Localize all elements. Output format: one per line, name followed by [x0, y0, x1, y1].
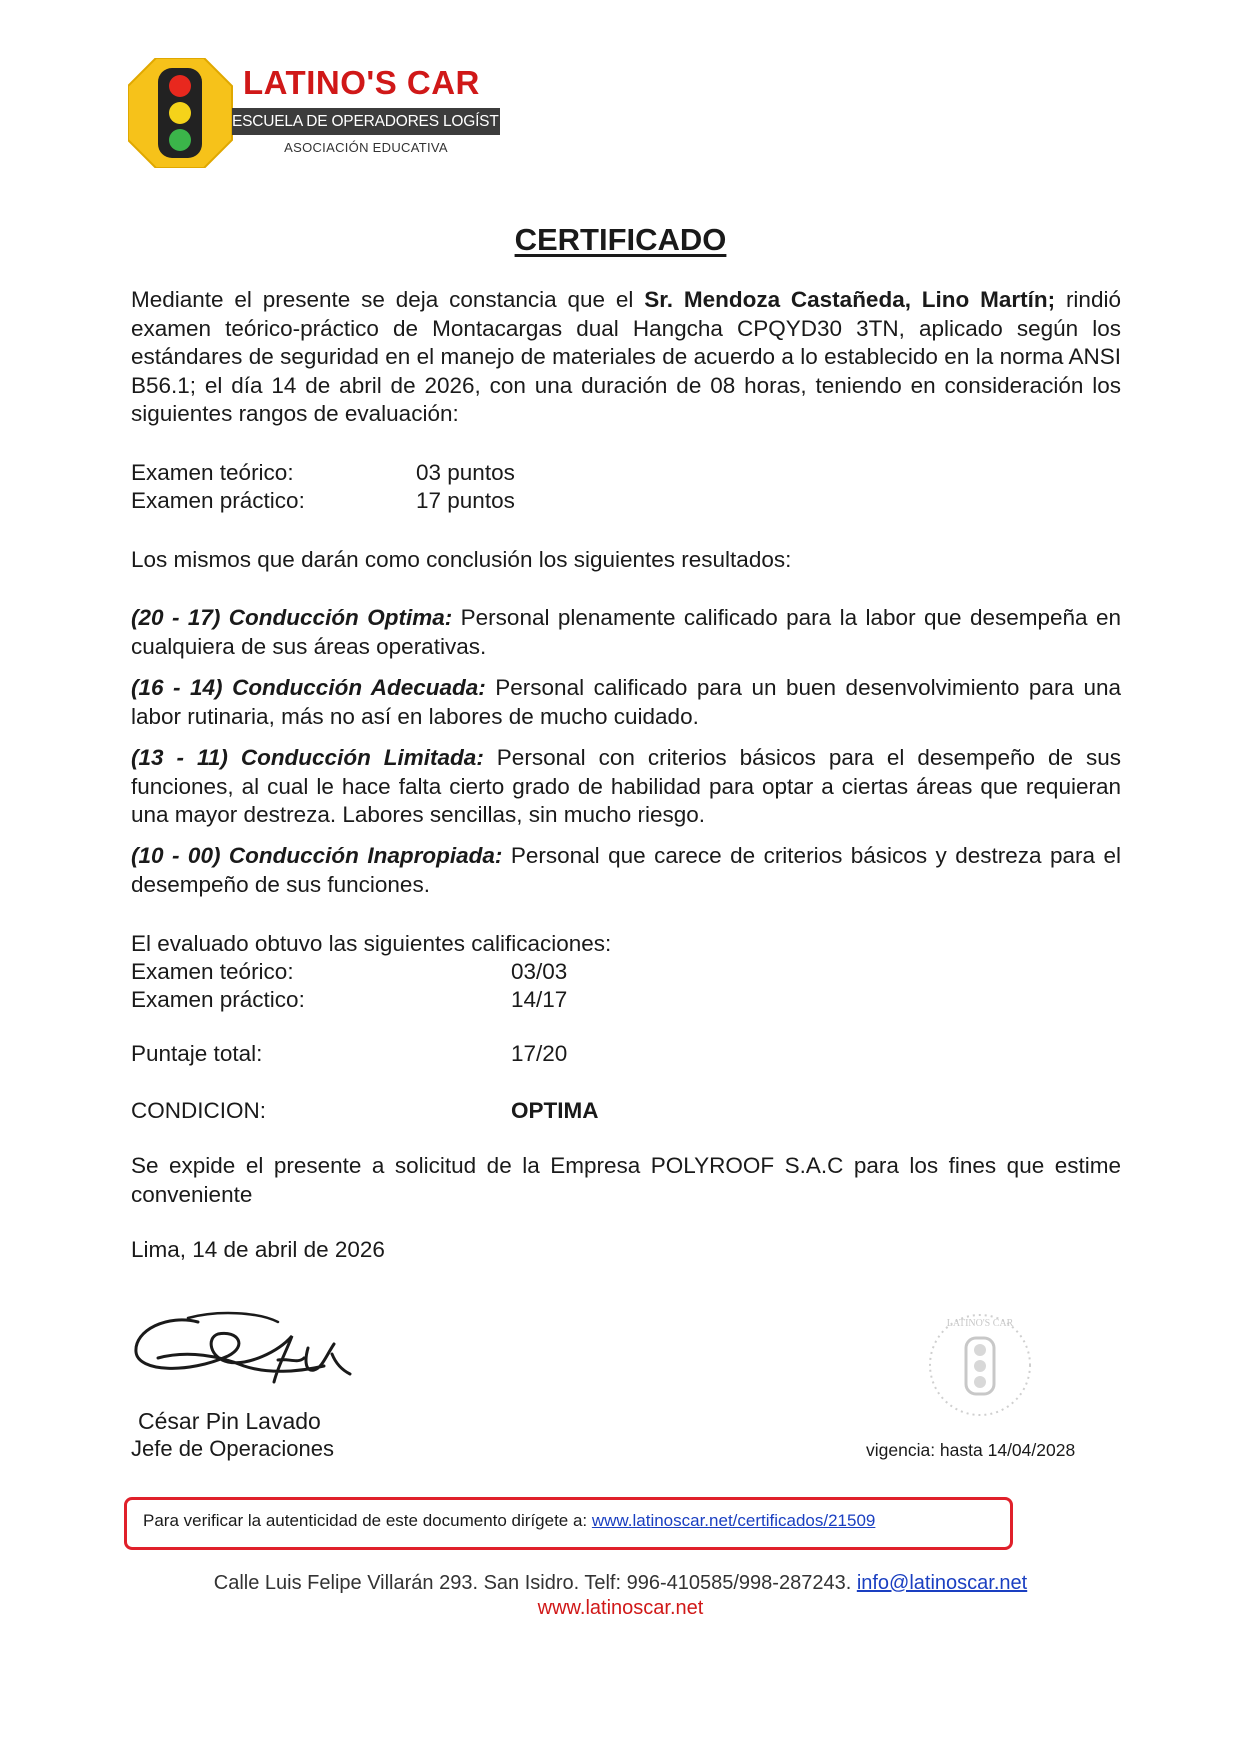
signature-image: [128, 1300, 360, 1390]
range-label-theory: Examen teórico:: [131, 460, 294, 485]
certificate-title: CERTIFICADO: [514, 222, 727, 257]
seal-text: LATINO'S CAR: [946, 1318, 1014, 1329]
range-value-practice: 17 puntos: [416, 488, 515, 513]
brand-tagline: ESCUELA DE OPERADORES LOGÍSTICOS: [232, 108, 500, 135]
intro-text-end: rindió examen teórico-práctico de Montacargas dual Hangcha CPQYD30 3TN, aplicado según los estándares de seguridad en el manejo de materiales de acuerdo a lo establecido en la norma ANSI B56.1; el día 14 de abril de 2026, con una duración de 08 horas, teniendo en consideración los siguientes rangos de evaluación:: [131, 287, 1121, 426]
level-range: (10 - 00) Conducción Inapropiada:: [131, 843, 503, 868]
student-name: Sr. Mendoza Castañeda, Lino Martín;: [644, 287, 1056, 312]
intro-paragraph: [131, 286, 1121, 429]
level-item: [131, 674, 1121, 731]
level-range: (13 - 11) Conducción Limitada:: [131, 745, 484, 770]
verification-link[interactable]: www.latinoscar.net/certificados/21509: [591, 1511, 876, 1530]
verification-label: Para verificar la autenticidad de este documento dirígete a:: [143, 1511, 592, 1530]
grade-label-theory: Examen teórico:: [131, 959, 294, 984]
total-value: 17/20: [511, 1041, 568, 1066]
grades-intro: El evaluado obtuvo las siguientes calificaciones:: [131, 931, 612, 956]
issued-paragraph: Se expide el presente a solicitud de la Empresa POLYROOF S.A.C para los fines que estime conveniente: [131, 1153, 1121, 1207]
footer-address: Calle Luis Felipe Villarán 293. San Isidro. Telf: 996-410585/998-287243.: [213, 1572, 857, 1594]
level-range: (20 - 17) Conducción Optima:: [131, 605, 453, 630]
condition-label: CONDICION:: [131, 1098, 266, 1123]
seal-image: [920, 1310, 1040, 1420]
footer-address-line: [0, 1572, 1241, 1595]
level-text: Personal plenamente calificado para la labor que desempeña en cualquiera de sus áreas operativas.: [131, 605, 1121, 659]
level-range: (16 - 14) Conducción Adecuada:: [131, 675, 486, 700]
footer-website-link[interactable]: www.latinoscar.net: [537, 1597, 704, 1619]
level-item: [131, 604, 1121, 661]
intro-text-start: Mediante el presente se deja constancia que el: [131, 287, 645, 312]
level-item: [131, 842, 1121, 899]
signer-name: César Pin Lavado: [138, 1408, 321, 1434]
grade-value-practice: 14/17: [511, 987, 568, 1012]
total-label: Puntaje total:: [131, 1041, 263, 1066]
range-value-theory: 03 puntos: [416, 460, 515, 485]
level-item: [131, 744, 1121, 830]
place-date: Lima, 14 de abril de 2026: [131, 1237, 385, 1262]
verification-text: [143, 1511, 875, 1531]
grade-label-practice: Examen práctico:: [131, 987, 305, 1012]
results-intro: Los mismos que darán como conclusión los siguientes resultados:: [131, 547, 792, 572]
grade-value-theory: 03/03: [511, 959, 568, 984]
level-text: Personal calificado para un buen desenvolvimiento para una labor rutinaria, más no así en labores de mucho cuidado.: [131, 675, 1121, 729]
range-label-practice: Examen práctico:: [131, 488, 305, 513]
brand-name: LATINO'S CAR: [243, 64, 480, 101]
condition-value: OPTIMA: [511, 1098, 599, 1123]
level-text: Personal que carece de criterios básicos y destreza para el desempeño de sus funciones.: [131, 843, 1121, 897]
validity-date: vigencia: hasta 14/04/2028: [866, 1440, 1076, 1460]
signer-role: Jefe de Operaciones: [131, 1436, 335, 1461]
brand-subline: ASOCIACIÓN EDUCATIVA: [284, 140, 448, 155]
footer-email-link[interactable]: info@latinoscar.net: [856, 1572, 1028, 1594]
level-text: Personal con criterios básicos para el desempeño de sus funciones, al cual le hace falta cierto grado de habilidad para optar a ciertas áreas que requieran una mayor destreza. Labores sencillas, sin mucho riesgo.: [131, 745, 1121, 827]
